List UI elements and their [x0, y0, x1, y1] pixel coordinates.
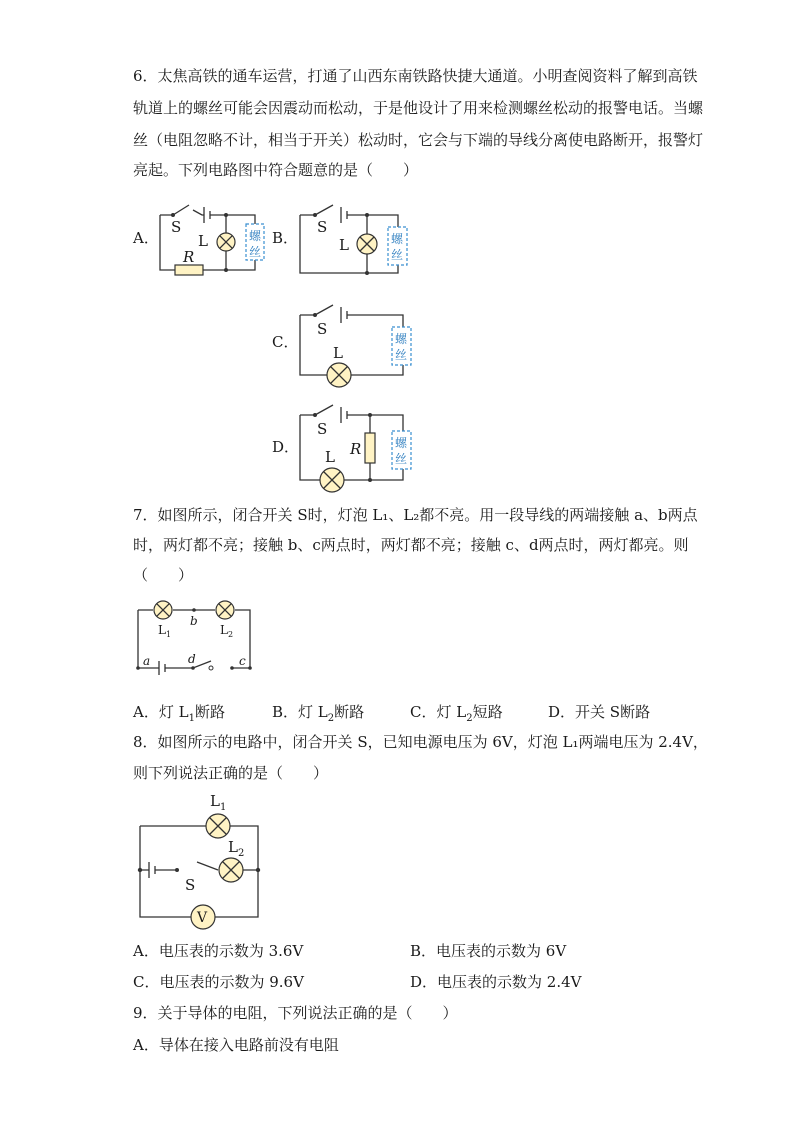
switch-label: S	[185, 876, 196, 894]
q7-option-c[interactable]: C．灯 $L_2$短路	[410, 703, 503, 724]
q6-line-4: 亮起。下列电路图中符合题意的是（ ）	[133, 161, 419, 179]
screw-label-bottom: 丝	[395, 452, 408, 466]
resistor-label: R	[183, 248, 195, 266]
point-c-label: c	[239, 654, 246, 668]
point-b-label: b	[190, 614, 198, 628]
screw-label-bottom: 丝	[395, 348, 408, 362]
q9-line-1: 9．关于导体的电阻，下列说法正确的是（ ）	[133, 1004, 458, 1022]
q6-option-b-label: B．	[272, 229, 299, 247]
l2-label: $L_2$	[228, 838, 245, 859]
q8-option-c[interactable]: C．电压表的示数为 9.6V	[133, 973, 304, 991]
q7-option-a[interactable]: A．灯 $L_1$断路	[133, 703, 225, 724]
q7-option-b[interactable]: B．灯 $L_2$断路	[272, 703, 365, 724]
q7-line-1: 7．如图所示，闭合开关 S时，灯泡 L₁、L₂都不亮。用一段导线的两端接触 a、b两点	[133, 506, 698, 524]
screw-label-top: 螺	[395, 436, 408, 450]
lamp-label: L	[325, 448, 335, 466]
q6-option-a-label: A．	[133, 229, 159, 247]
q6-circuit-b	[295, 200, 415, 280]
q8-line-1: 8．如图所示的电路中，闭合开关 S，已知电源电压为 6V，灯泡 L₁两端电压为 2.4V，	[133, 733, 708, 751]
q6-option-d-label: D．	[272, 438, 300, 456]
screw-label-bottom: 丝	[249, 245, 262, 259]
q8-option-d[interactable]: D．电压表的示数为 2.4V	[410, 973, 582, 991]
switch-label: S	[317, 218, 328, 236]
switch-label: S	[171, 218, 182, 236]
q6-option-c-label: C．	[272, 333, 299, 351]
q6-circuit-c	[295, 300, 415, 385]
q9-option-a[interactable]: A．导体在接入电路前没有电阻	[133, 1036, 339, 1054]
point-d-label: d	[188, 652, 196, 666]
q7-circuit	[133, 598, 258, 678]
screw-label-top: 螺	[395, 332, 408, 346]
q8-option-b[interactable]: B．电压表的示数为 6V	[410, 942, 567, 960]
q7-line-3: （ ）	[133, 566, 194, 584]
q6-circuit-d	[295, 400, 415, 490]
resistor-label: R	[350, 440, 362, 458]
l1-label: $L_1$	[210, 792, 227, 813]
switch-label: S	[317, 420, 328, 438]
screw-label-top: 螺	[249, 229, 262, 243]
switch-label: S	[317, 320, 328, 338]
lamp-label: L	[198, 232, 208, 250]
lamp-label: L	[333, 344, 343, 362]
l1-label: $L_1$	[158, 623, 172, 639]
l2-label: $L_2$	[220, 623, 234, 639]
q7-option-d[interactable]: D．开关 S断路	[548, 703, 651, 721]
q6-circuit-a	[155, 200, 275, 280]
screw-label-bottom: 丝	[391, 248, 404, 262]
q7-line-2: 时，两灯都不亮；接触 b、c两点时，两灯都不亮；接触 c、d两点时，两灯都亮。则	[133, 536, 689, 554]
q6-line-2: 轨道上的螺丝可能会因震动而松动，于是他设计了用来检测螺丝松动的报警电话。当螺	[133, 99, 704, 117]
q8-option-a[interactable]: A．电压表的示数为 3.6V	[133, 942, 304, 960]
screw-label-top: 螺	[391, 232, 404, 246]
point-a-label: a	[143, 654, 151, 668]
voltmeter-label: V	[197, 910, 208, 926]
q8-line-2: 则下列说法正确的是（ ）	[133, 764, 329, 782]
q6-line-1: 6．太焦高铁的通车运营，打通了山西东南铁路快捷大通道。小明查阅资料了解到高铁	[133, 67, 698, 85]
q6-line-3: 丝（电阻忽略不计，相当于开关）松动时，它会与下端的导线分离使电路断开，报警灯	[133, 131, 704, 149]
q8-circuit	[133, 792, 268, 932]
lamp-label: L	[339, 236, 349, 254]
